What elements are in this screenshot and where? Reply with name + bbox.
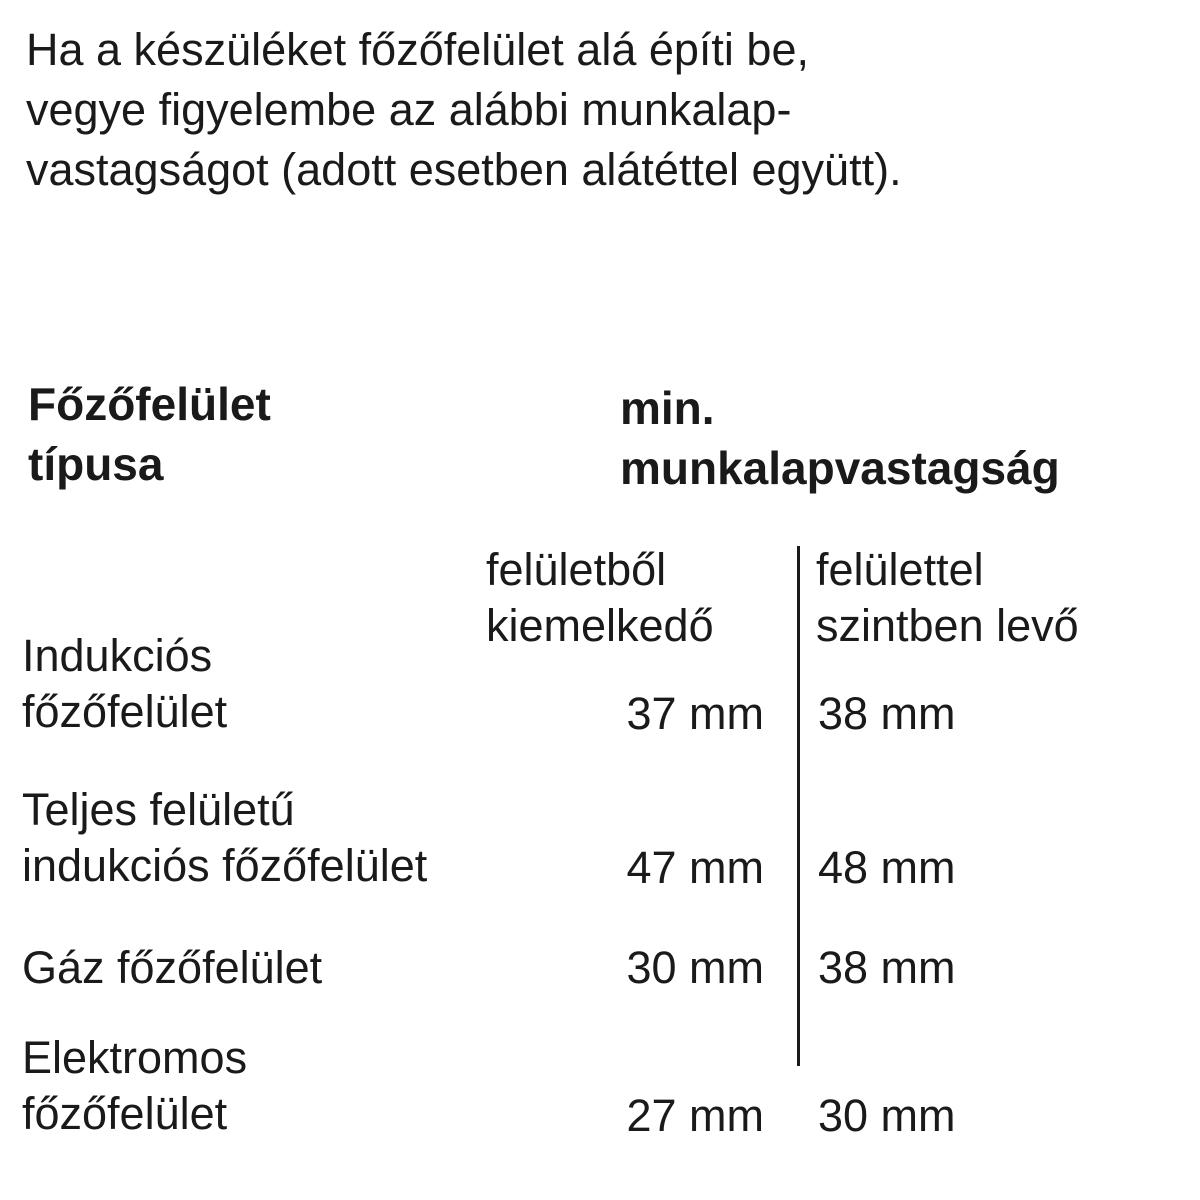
row-label-electric (22, 1030, 247, 1142)
subheader-line: felületből (486, 544, 667, 595)
row-label-line: főzőfelület (22, 1088, 228, 1139)
column-divider (797, 546, 800, 1066)
value-flush-full-induction: 48 mm (818, 842, 956, 893)
subheader-line: kiemelkedő (486, 600, 714, 651)
subheader-flush (816, 542, 1079, 654)
subheader-raised (486, 542, 714, 654)
value-flush-electric: 30 mm (818, 1090, 956, 1141)
intro-line: vastagságot (adott esetben alátéttel együtt). (26, 144, 902, 195)
value-raised-induction: 37 mm (626, 688, 764, 739)
row-label-gas (22, 940, 322, 996)
header-line: min. (620, 382, 715, 434)
value-raised-gas: 30 mm (626, 942, 764, 993)
header-line: típusa (28, 438, 164, 490)
intro-line: Ha a készüléket főzőfelület alá építi be, (26, 24, 809, 75)
subheader-line: szintben levő (816, 600, 1079, 651)
header-min-thickness (620, 378, 1060, 498)
value-raised-full-induction: 47 mm (626, 842, 764, 893)
header-cooktop-type (28, 374, 271, 494)
intro-line: vegye figyelembe az alábbi munkalap- (26, 84, 792, 135)
value-flush-induction: 38 mm (818, 688, 956, 739)
subheader-line: felülettel (816, 544, 984, 595)
row-label-induction (22, 628, 227, 740)
value-flush-gas: 38 mm (818, 942, 956, 993)
row-label-line: Gáz főzőfelület (22, 942, 323, 993)
row-label-line: Indukciós (22, 630, 213, 681)
intro-paragraph (26, 20, 1176, 200)
row-label-line: Elektromos (22, 1032, 248, 1083)
row-label-full-induction (22, 782, 427, 894)
row-label-line: Teljes felületű (22, 784, 295, 835)
value-raised-electric: 27 mm (626, 1090, 764, 1141)
row-label-line: főzőfelület (22, 686, 228, 737)
row-label-line: indukciós főzőfelület (22, 840, 428, 891)
header-line: munkalapvastagság (620, 442, 1060, 494)
header-line: Főzőfelület (28, 378, 271, 430)
